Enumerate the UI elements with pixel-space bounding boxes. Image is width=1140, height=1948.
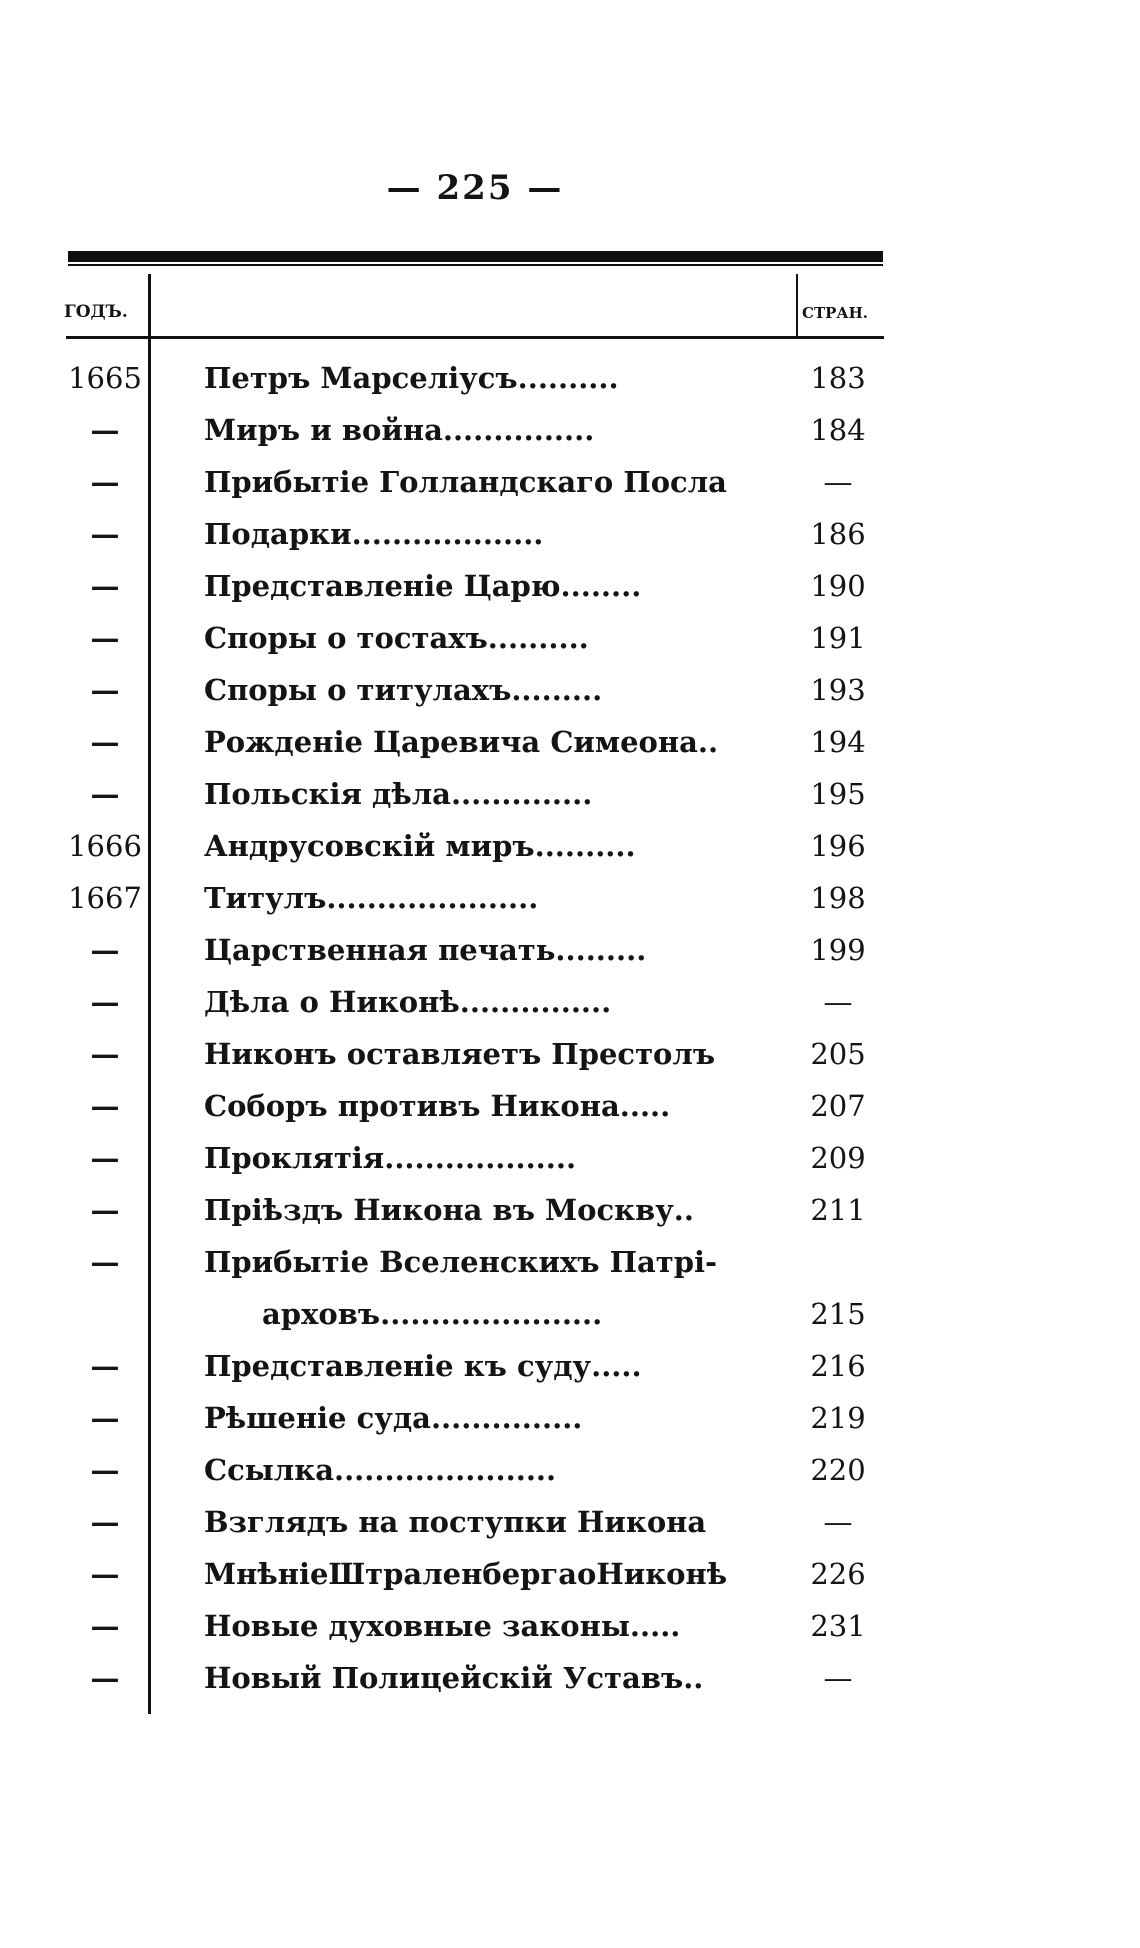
row-year: —	[90, 1505, 120, 1539]
table-rows	[62, 352, 884, 1704]
contents-table	[62, 272, 884, 1695]
row-title: Рѣшенie суда...............	[204, 1401, 583, 1435]
row-year: —	[90, 1401, 120, 1435]
table-row	[62, 508, 884, 560]
row-page: 190	[810, 569, 866, 603]
table-row	[62, 1340, 884, 1392]
page-column-header: СТРАН.	[802, 304, 868, 322]
row-title: Миръ и война...............	[204, 413, 595, 447]
row-title: Прибытie Голландскаго Посла	[204, 465, 727, 499]
row-year: —	[90, 1245, 120, 1279]
row-page: 219	[810, 1401, 866, 1435]
row-year: —	[90, 673, 120, 707]
row-year: —	[90, 1453, 120, 1487]
row-page: 205	[810, 1037, 866, 1071]
row-year: —	[90, 517, 120, 551]
row-year: —	[90, 1661, 120, 1695]
table-row	[62, 456, 884, 508]
table-row	[62, 1652, 884, 1704]
row-title: Взглядъ на поступки Никона	[204, 1505, 707, 1539]
table-row	[62, 612, 884, 664]
table-row	[62, 768, 884, 820]
row-page: 211	[810, 1193, 866, 1227]
row-page: —	[823, 465, 853, 499]
row-page: 183	[810, 361, 866, 395]
table-row	[62, 1444, 884, 1496]
row-page: 220	[810, 1453, 866, 1487]
row-title: Прiѣздъ Никона въ Москву..	[204, 1193, 694, 1227]
table-row	[62, 1548, 884, 1600]
row-title: Новые духовные законы.....	[204, 1609, 681, 1643]
row-year: 1667	[68, 881, 142, 915]
row-page: 198	[810, 881, 866, 915]
row-title: Представленie къ суду.....	[204, 1349, 642, 1383]
table-row	[62, 924, 884, 976]
row-page: 226	[810, 1557, 866, 1591]
table-row	[62, 820, 884, 872]
row-year: —	[90, 1089, 120, 1123]
row-page: —	[823, 985, 853, 1019]
row-title: Петръ Марселiусъ..........	[204, 361, 619, 395]
table-row	[62, 1236, 884, 1288]
row-page: —	[823, 1505, 853, 1539]
table-row	[62, 352, 884, 404]
row-title: Титулъ.....................	[204, 881, 539, 915]
row-title: Проклятiя...................	[204, 1141, 577, 1175]
row-title: Царственная печать.........	[204, 933, 647, 967]
row-year: —	[90, 569, 120, 603]
row-page: 231	[810, 1609, 866, 1643]
column-divider-right	[796, 274, 798, 336]
row-title: МнѣнieШтраленбергаоНиконѣ	[204, 1557, 728, 1591]
row-title: Андрусовскiй миръ..........	[204, 829, 636, 863]
table-row	[62, 1392, 884, 1444]
row-page: 216	[810, 1349, 866, 1383]
table-header	[62, 272, 884, 338]
table-row	[62, 1600, 884, 1652]
row-year: —	[90, 725, 120, 759]
table-row	[62, 1184, 884, 1236]
row-page: 199	[810, 933, 866, 967]
table-row	[62, 1028, 884, 1080]
row-year: —	[90, 985, 120, 1019]
row-page: 186	[810, 517, 866, 551]
column-divider-left	[148, 274, 151, 338]
row-page: 184	[810, 413, 866, 447]
table-row	[62, 1132, 884, 1184]
row-page: —	[823, 1661, 853, 1695]
row-year: —	[90, 1557, 120, 1591]
row-page: 193	[810, 673, 866, 707]
row-year: —	[90, 1037, 120, 1071]
row-year: —	[90, 777, 120, 811]
row-title: Прибытie Вселенскихъ Патрi-	[204, 1245, 718, 1279]
row-year: —	[90, 1141, 120, 1175]
row-page: 196	[810, 829, 866, 863]
row-year: —	[90, 1349, 120, 1383]
table-row	[62, 1288, 884, 1340]
row-title: арховъ......................	[262, 1297, 603, 1331]
top-rule-thin	[68, 264, 883, 266]
row-title: Рожденie Царевича Симеона..	[204, 725, 719, 759]
table-row	[62, 404, 884, 456]
table-row	[62, 560, 884, 612]
row-page: 194	[810, 725, 866, 759]
row-title: Подарки...................	[204, 517, 544, 551]
header-rule	[66, 336, 884, 339]
row-title: Представленie Царю........	[204, 569, 642, 603]
table-row	[62, 1496, 884, 1548]
row-title: Польскiя дѣла..............	[204, 777, 593, 811]
row-title: Никонъ оставляетъ Престолъ	[204, 1037, 716, 1071]
row-title: Соборъ противъ Никона.....	[204, 1089, 671, 1123]
table-row	[62, 1080, 884, 1132]
table-row	[62, 872, 884, 924]
table-row	[62, 716, 884, 768]
row-title: Споры о тостахъ..........	[204, 621, 589, 655]
row-page: 215	[810, 1297, 866, 1331]
row-page: 209	[810, 1141, 866, 1175]
row-year: —	[90, 1193, 120, 1227]
table-row	[62, 664, 884, 716]
table-row	[62, 976, 884, 1028]
row-title: Споры о титулахъ.........	[204, 673, 603, 707]
row-page: 195	[810, 777, 866, 811]
row-year: —	[90, 933, 120, 967]
row-year: —	[90, 413, 120, 447]
page-number: — 225 —	[386, 168, 564, 208]
row-year: —	[90, 1609, 120, 1643]
row-title: Новый Полицейскiй Уставъ..	[204, 1661, 704, 1695]
row-year: 1666	[68, 829, 142, 863]
row-page: 207	[810, 1089, 866, 1123]
top-rule-thick	[68, 251, 883, 262]
row-page: 191	[810, 621, 866, 655]
row-title: Ссылка......................	[204, 1453, 557, 1487]
year-column-header: ГОДЪ.	[64, 302, 128, 322]
row-year: —	[90, 621, 120, 655]
row-year: —	[90, 465, 120, 499]
row-year: 1665	[68, 361, 142, 395]
row-title: Дѣла о Никонѣ...............	[204, 985, 612, 1019]
